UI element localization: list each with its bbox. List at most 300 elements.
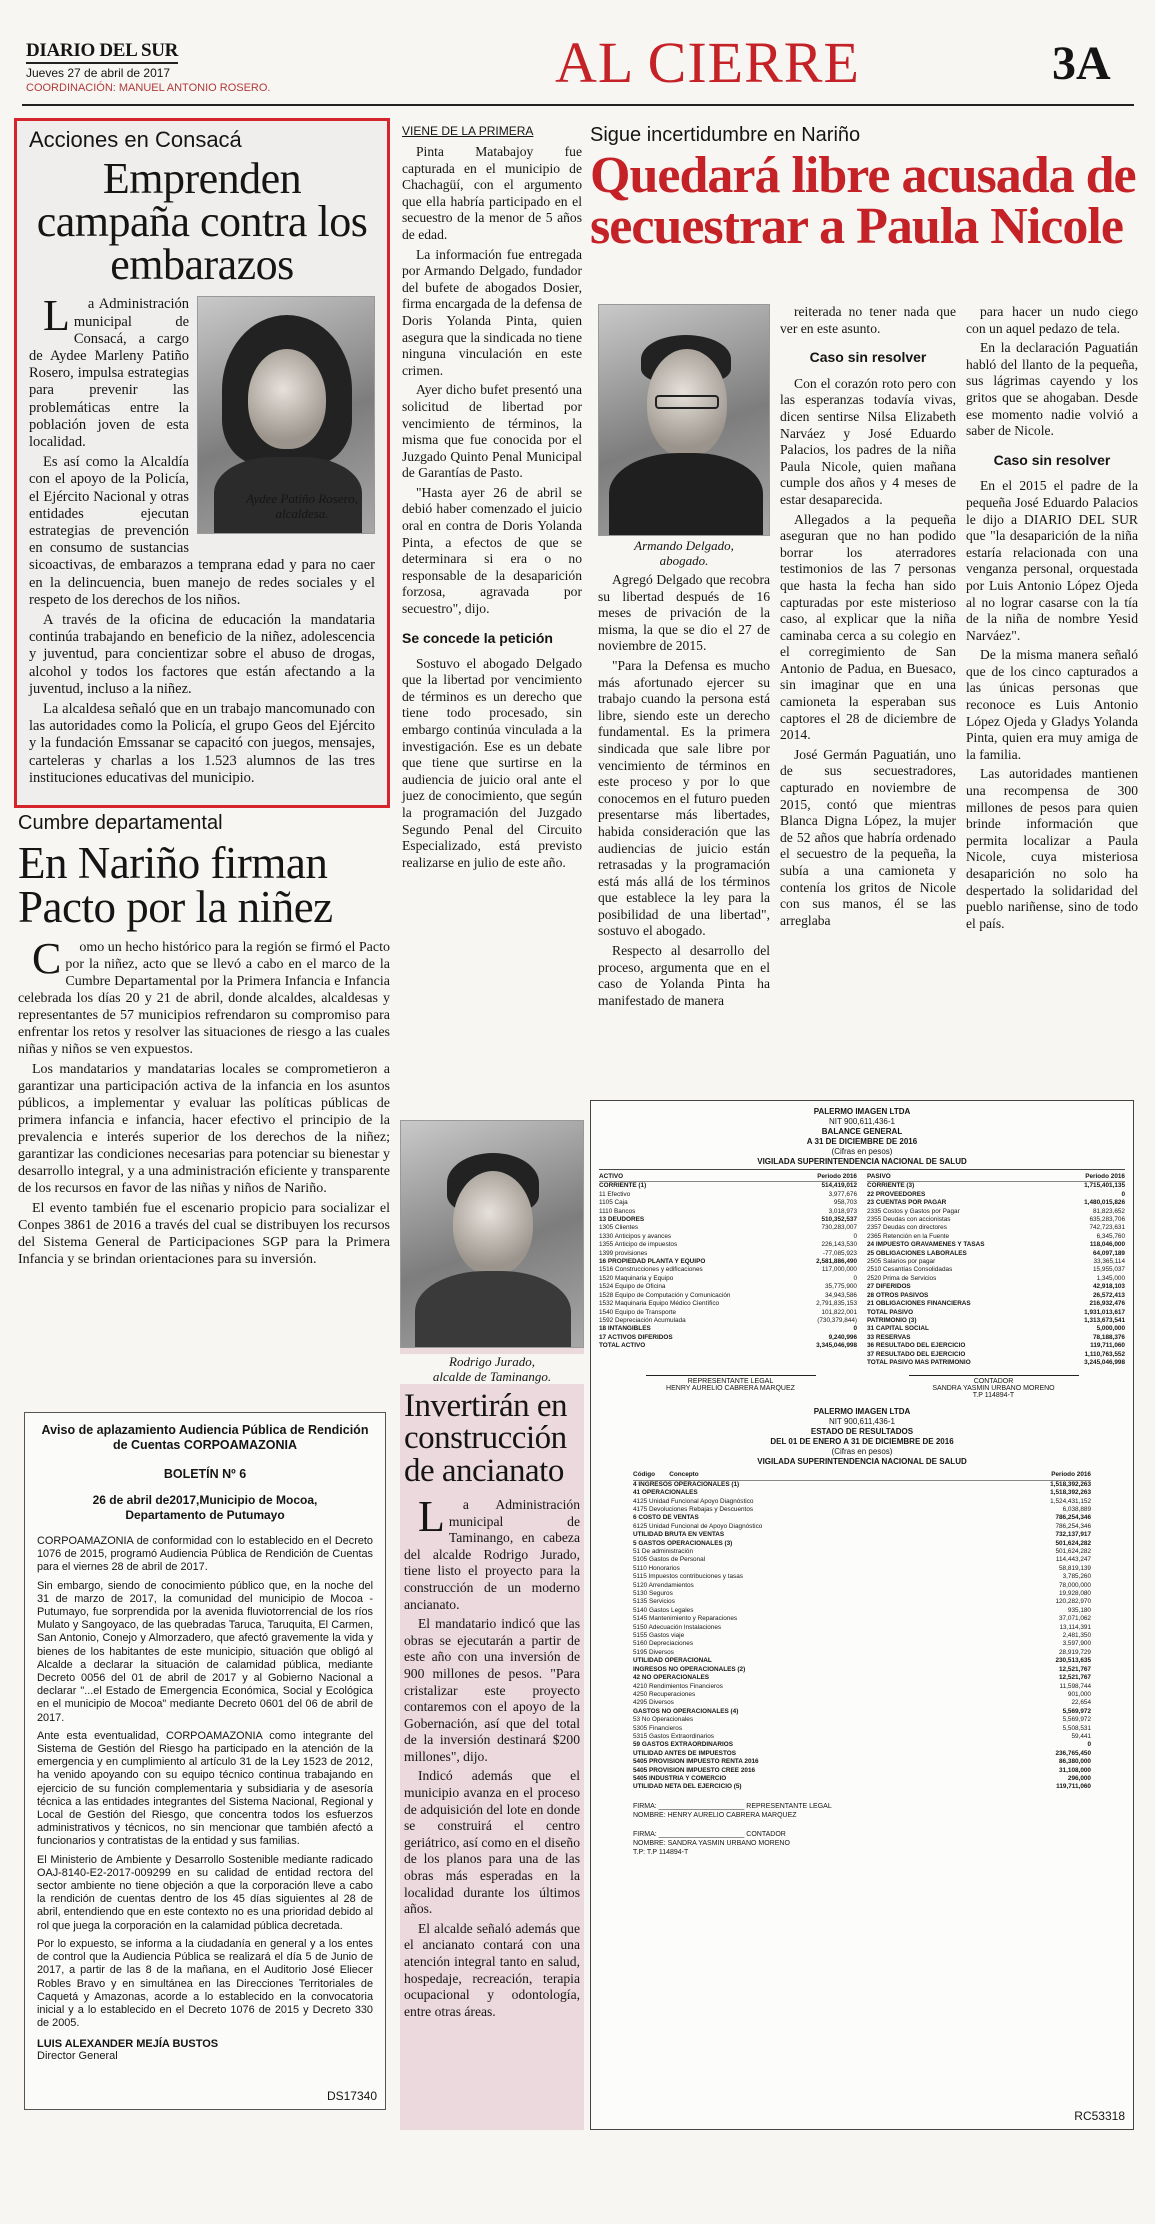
table-row [633,1624,1091,1632]
row-label: 51 De administración [633,1548,694,1555]
row-value: 117,000,000 [821,1266,857,1274]
row-value: 935,180 [1067,1606,1091,1614]
results-col-period: Periodo 2016 [1051,1471,1091,1479]
table-row [599,1208,857,1216]
table-row [867,1283,1125,1291]
row-label: 5105 Gastos de Personal [633,1556,706,1564]
row-label: TOTAL ACTIVO [599,1342,646,1350]
row-value: 1,524,431,152 [1050,1497,1091,1505]
aviso-signer: LUIS ALEXANDER MEJÍA BUSTOS [37,2038,219,2051]
row-label: 4295 Diversos [633,1699,674,1707]
firma-label: FIRMA: [633,1802,657,1810]
row-value: 118,046,000 [1089,1241,1125,1249]
fin-date: A 31 DE DICIEMBRE DE 2016 [806,1137,918,1146]
edition-date: Jueves 27 de abril de 2017 [26,66,171,80]
row-value: 0 [1121,1190,1125,1198]
paula-subhead-2: Caso sin resolver [993,451,1111,468]
row-value: 42,918,103 [1093,1283,1125,1291]
fin-company-2: PALERMO IMAGEN LTDA [813,1407,911,1417]
row-value: -77,085,923 [822,1249,857,1257]
paragraph: Con el corazón roto pero con las esperanzas todavía vivas, dicen sentirse Nilsa Elizabeth Narváez y José Eduardo Palacios, los padres de la niña Paula Nicole, quien mañana cumple dos años y 4 meses de estar desaparecida. [780,375,956,507]
results-title: ESTADO DE RESULTADOS [810,1427,914,1437]
row-value: 58,819,139 [1059,1564,1091,1572]
coordination: COORDINACIÓN: MANUEL ANTONIO ROSERO. [26,82,271,94]
balance-code: RC53318 [1074,2109,1125,2123]
paragraph: De la misma manera señaló que de los cinco capturados a las únicas personas que reconoce es Luis Antonio López Ojeda y Gladys Yolanda Pinta, quien era muy amiga de la familia. [966,647,1138,762]
row-label: 5305 Financieros [633,1724,683,1732]
table-row [633,1489,1091,1497]
table-row [867,1266,1125,1274]
table-row [867,1275,1125,1283]
table-row [599,1224,857,1232]
table-row [867,1199,1125,1207]
table-row [867,1300,1125,1308]
row-value: 5,000,000 [1096,1325,1125,1333]
table-row [633,1640,1091,1648]
paula-under-photo [598,572,770,1012]
row-value: 6,038,889 [1062,1505,1091,1513]
paragraph: La Administración municipal de Consacá, a cargo de Aydee Marleny Patiño Rosero, impulsa estrategias para prevenir las problemáticas entre la población joven de esta localidad. [29,291,189,450]
caption-name: Rodrigo Jurado, [449,1354,535,1369]
row-value: 958,703 [833,1199,857,1207]
row-value: 64,097,189 [1093,1249,1125,1257]
paula-subhead-1: Caso sin resolver [809,349,927,366]
row-label: 5150 Adecuación Instalaciones [633,1623,722,1631]
row-label: CORRIENTE (3) [867,1182,915,1190]
row-value: 119,711,060 [1056,1783,1091,1791]
table-row [599,1241,857,1249]
row-label: 5110 Honorarios [633,1564,680,1572]
row-value: 120,282,970 [1055,1598,1091,1606]
row-label: 31 CAPITAL SOCIAL [867,1325,929,1333]
row-value: 86,380,000 [1059,1758,1091,1766]
row-label: 1516 Construcciones y edificaciones [599,1266,703,1274]
paragraph: El alcalde señaló además que el ancianato contará con una atención integral tanto en salud, hospedaje, recreación, terapia ocupacional y odontología, entre otras áreas. [404,1920,580,2019]
table-row [633,1699,1091,1707]
accountant-tp: T.P 114894-T [972,1392,1015,1400]
row-label: 1305 Clientes [599,1224,639,1232]
row-label: 1532 Maquinaria Equipo Médico Científico [599,1300,720,1308]
table-row [633,1506,1091,1514]
row-label: 18 INTANGIBLES [599,1325,651,1333]
row-value: 22,654 [1071,1699,1091,1707]
paragraph: La alcaldesa señaló que en un trabajo mancomunado con las autoridades como la Policía, el grupo Geos del Ejército y la fundación Emssanar se capacitó con juegos, mensajes, carteleras y charlas a los 1.523 alumnos de las tres instituciones educativas del municipio. [29,701,375,786]
table-row [633,1674,1091,1682]
row-value: 216,932,476 [1089,1300,1125,1308]
viene-column [402,124,582,874]
table-row [599,1233,857,1241]
row-value: 510,352,537 [821,1216,857,1224]
firma-label: FIRMA: [633,1830,657,1838]
paula-article-head [590,124,1138,253]
paragraph: Sostuvo el abogado Delgado que la libertad por vencimiento de términos es un derecho que tiene todo procesado, sin embargo continúa vinculada a la investigación. Ese es un debate que tiene que surtirse en la audiencia de juicio oral ante el juez de conocimiento, que según la programación del Juzgado Segundo Penal del Circuito Especializado, está previsto realizarse en julio de este año. [402,655,582,870]
row-label: 5405 PROVISION IMPUESTO RENTA 2016 [633,1758,759,1766]
paula-headline: Quedará libre acusada de secuestrar a Paula Nicole [590,147,1136,255]
table-row [633,1598,1091,1606]
financial-statements [590,1100,1134,2130]
accountant-label: CONTADOR [973,1378,1014,1386]
row-value: 13,114,391 [1059,1623,1091,1631]
paragraph: La información fue entregada por Armando Delgado, fundador del bufete de abogados Dosier, firma encargada de la defensa de Doris Yolanda Pinta, quien asegura que la sindicada no tiene ninguna vinculación en este crimen. [402,246,582,378]
paragraph: El evento también fue el escenario propicio para socializar el Conpes 3861 de 2016 a través del cual se distribuyen los recursos del Sistema General de Participaciones SGP para la Primera Infancia y se brindan orientaciones para su inversión. [18,1201,390,1268]
table-row [867,1317,1125,1325]
paragraph: CORPOAMAZONIA de conformidad con lo establecido en el Decreto 1076 de 2015, programó Audiencia Pública de Rendición de Cuentas para el viernes 28 de abril de 2017. [37,1535,373,1574]
pacto-headline: En Nariño firman Pacto por la niñez [18,838,333,933]
row-label: UTILIDAD ANTES DE IMPUESTOS [633,1749,736,1757]
delgado-photo [598,304,770,536]
paragraph: El mandatario indicó que las obras se ejecutarán a partir de este año con una inversión de 900 millones de pesos. "Para cristalizar este proyecto contaremos con el apoyo de la Gobernación, así que del total de la inversión destinará $200 millones", dijo. [404,1616,580,1764]
row-value: 786,254,346 [1055,1514,1091,1522]
table-row [633,1498,1091,1506]
table-row [867,1334,1125,1342]
row-value: 19,928,080 [1059,1590,1091,1598]
row-label: 5405 INDUSTRIA Y COMERCIO [633,1774,727,1782]
taminango-article [400,1120,584,2130]
paula-col1 [780,304,956,932]
assets-header: ACTIVO [599,1173,624,1180]
table-row [599,1309,857,1317]
row-value: 3,597,900 [1062,1640,1091,1648]
caption-name: Armando Delgado, [634,538,734,553]
row-value: 1,110,763,552 [1084,1350,1125,1358]
paper-name: DIARIO DEL SUR [26,40,178,64]
paragraph: En la declaración Paguatián habló del llanto de la pequeña, sus lágrimas cayendo y los gritos que se ahogaban. Desde ese momento nadie volvió a saber de Nicole. [966,340,1138,439]
paragraph: Sin embargo, siendo de conocimiento público que, en la noche del 31 de marzo de 2017, la comunidad del municipio de Mocoa - Putumayo, fue sorprendida por la avenida fluviotorrencial de los ríos Mulato y Sangoyaco, de las quebradas Taruca, Taruquita, El Carmen, San Antonio, Conejo y Almorzadero, que afectó gravemente la vida y bienes de los habitantes de este municipio, situación que obligó al Alcalde a declarar la situación de calamidad pública, mediante Decreto 0056 del 01 de abril de 2017 y al Gobierno Nacional a declarar "...el Estado de Emergencia Económica, Social y Ecológica en el municipio de Mocoa" mediante Decreto 0601 del 06 de abril de 2017. [37,1579,373,1724]
row-value: 78,000,000 [1059,1581,1091,1589]
table-row [633,1481,1091,1489]
table-row [633,1582,1091,1590]
rep-label: REPRESENTANTE LEGAL [687,1378,774,1386]
rep-name: HENRY AURELIO CABRERA MARQUEZ [667,1811,797,1819]
row-label: 36 RESULTADO DEL EJERCICIO [867,1342,966,1350]
table-row [633,1767,1091,1775]
row-label: 5195 Diversos [633,1648,674,1656]
caption-name: Aydee Patiño Rosero, [246,491,358,506]
table-row [633,1741,1091,1749]
table-row [867,1182,1125,1190]
row-value: 59,441 [1071,1732,1091,1740]
table-row [599,1250,857,1258]
row-label: UTILIDAD NETA DEL EJERCICIO (5) [633,1783,742,1791]
table-row [633,1607,1091,1615]
table-row [599,1199,857,1207]
table-row [633,1683,1091,1691]
table-row [867,1241,1125,1249]
taminango-photo [400,1120,584,1348]
row-value: 37,071,062 [1059,1615,1091,1623]
row-label: 5120 Arrendamientos [633,1581,694,1589]
row-label: TOTAL PASIVO MAS PATRIMONIO [867,1358,971,1366]
row-value: 5,569,972 [1062,1707,1091,1715]
paragraph: reiterada no tener nada que ver en este asunto. [780,304,956,336]
row-label: INGRESOS NO OPERACIONALES (2) [633,1665,746,1673]
row-label: 5140 Gastos Legales [633,1606,694,1614]
row-value: (730,379,844) [817,1316,857,1324]
paragraph: A través de la oficina de educación la mandataria continúa trabajando en beneficio de la niñez, adolescencia y juventud, para concientizar sobre el abuso de drogas, alcohol y todos los factores que están afectando a la juventud, incluso a la niñez. [29,611,375,697]
row-value: 1,931,013,617 [1084,1308,1125,1316]
section-title: AL CIERRE [555,30,860,95]
row-value: 1,480,015,826 [1084,1199,1125,1207]
row-label: 17 ACTIVOS DIFERIDOS [599,1333,673,1341]
paragraph: Como un hecho histórico para la región se firmó el Pacto por la niñez, acto que se llevó a cabo en el marco de la Cumbre Departamental por la Primera Infancia e Infancia celebrada los días 20 y 21 de abril, donde alcaldes, alcaldesas y representantes de 57 municipios refrendaron su compromiso para enfrentar los retos y resolver las situaciones de riesgo a las cuales niñas y niños se ven expuestos. [18,934,390,1058]
results-col-concept: Concepto [669,1471,699,1479]
row-value: 2,791,835,153 [816,1300,857,1308]
paragraph: Ayer dicho bufet presentó una solicitud de libertad por vencimiento de términos, la misma que fue conocida por el Juzgado Quinto Penal Municipal de Garantías de Pasto. [402,382,582,481]
row-label: TOTAL PASIVO [867,1308,914,1316]
row-label: 4125 Unidad Funcional Apoyo Diagnóstico [633,1497,754,1505]
aviso-bulletin: BOLETÍN Nº 6 [163,1467,247,1481]
table-row [867,1216,1125,1224]
table-row [633,1565,1091,1573]
row-value: 2,581,886,490 [816,1258,857,1266]
results-signatures: FIRMA: ______________________ REPRESENTANTE LEGAL NOMBRE: HENRY AURELIO CABRERA MARQUEZ FIRMA: ______________________ CONTADOR NOMBRE: SANDRA YASMIN URBANO MORENO T.P: T.P 114894-T [633,1802,832,1856]
row-label: 2520 Prima de Servicios [867,1274,937,1282]
table-row [633,1733,1091,1741]
table-row [599,1292,857,1300]
row-value: 901,000 [1067,1690,1091,1698]
table-row [599,1325,857,1333]
period-header: Periodo 2016 [817,1173,857,1180]
accountant-tp: T.P 114894-T [646,1848,689,1856]
taminango-headline: Invertirán en construcción de ancianato [404,1388,567,1489]
row-label: 2335 Costos y Gastos por Pagar [867,1207,960,1215]
table-row [867,1208,1125,1216]
table-row [633,1615,1091,1623]
row-value: 0 [853,1232,857,1240]
row-value: 501,624,282 [1055,1539,1091,1547]
table-row [633,1725,1091,1733]
liabilities-column [867,1173,1125,1367]
table-row [633,1783,1091,1791]
row-value: 742,723,631 [1089,1224,1125,1232]
row-label: 5115 Impuestos contribuciones y tasas [633,1573,744,1581]
table-row [633,1716,1091,1724]
paula-kicker: Sigue incertidumbre en Nariño [590,124,861,146]
row-value: 12,521,767 [1059,1674,1091,1682]
row-label: 42 NO OPERACIONALES [633,1674,709,1682]
row-label: 1330 Anticipos y avances [599,1232,672,1240]
row-label: 1520 Maquinaria y Equipo [599,1274,674,1282]
pacto-article [18,812,390,1271]
row-label: 1592 Depreciación Acumulada [599,1316,686,1324]
row-label: 4175 Devoluciones Rebajas y Descuentos [633,1505,754,1513]
row-label: 1355 Anticipo de impuestos [599,1241,678,1249]
table-row [633,1590,1091,1598]
accountant-name: SANDRA YASMIN URBANO MORENO [667,1839,790,1847]
row-value: 1,345,000 [1096,1274,1125,1282]
row-label: 6 COSTO DE VENTAS [633,1514,699,1522]
table-row [599,1216,857,1224]
viene-label: VIENE DE LA PRIMERA [402,124,534,138]
paragraph: "Hasta ayer 26 de abril se debió haber comenzado el juicio oral en contra de Doris Yolanda Pinta, a efectos de que se determinara si era o no responsable de la desaparición forzosa, agravada por secuestro", dijo. [402,484,582,617]
viene-body [402,144,582,618]
row-label: 5155 Gastos viaje [633,1632,685,1640]
row-value: 732,137,917 [1055,1531,1091,1539]
row-label: 4250 Recuperaciones [633,1690,696,1698]
portrait-face [453,1171,533,1275]
row-label: PATRIMONIO (3) [867,1316,917,1324]
row-value: 3,785,260 [1062,1573,1091,1581]
row-value: 28,919,729 [1059,1648,1091,1656]
row-label: 1110 Bancos [599,1207,636,1215]
fin-watchdog: VIGILADA SUPERINTENDENCIA NACIONAL DE SALUD [599,1157,1125,1170]
consaca-kicker: Acciones en Consacá [29,127,242,152]
rep-name: HENRY AURELIO CABRERA MARQUEZ [666,1385,795,1393]
row-label: 33 RESERVAS [867,1333,911,1341]
table-row [599,1266,857,1274]
row-label: 5130 Seguros [633,1590,673,1598]
nombre-label: NOMBRE: [633,1811,666,1819]
table-row [633,1708,1091,1716]
row-label: 5160 Depreciaciones [633,1640,694,1648]
paragraph: Agregó Delgado que recobra su libertad después de 16 meses de privación de la misma, la que se dio el 27 de noviembre de 2015. [598,572,770,654]
row-label: 2365 Retención en la Fuente [867,1232,950,1240]
accountant-label: CONTADOR [746,1830,786,1838]
row-value: 1,518,392,263 [1050,1489,1091,1497]
caption-role: alcalde de Taminango. [432,1369,552,1384]
paragraph: "Para la Defensa es mucho más afortunado ejercer su trabajo cuando la persona está libre, siendo este un derecho fundamental. Es la primera sindicada que sale libre por vencimiento de términos en este proceso y por lo que conocemos en el futuro pueden presentarse más libertades, habida consideración que las audiencias de juicio están retrasadas y la programación está más allá de los términos que establece la ley para la posibilidad de una libertad", sostuvo el abogado. [598,657,770,939]
fin-units: (Cifras en pesos) [831,1147,893,1156]
table-row [633,1750,1091,1758]
paragraph: Ante esta eventualidad, CORPOAMAZONIA como integrante del Sistema de Gestión del Riesgo ha participado en la atención de la emergencia y en cumplimiento al artículo 31 de la Ley 1523 de 2012, ha venido apoyando con su equipo técnico continua trabajando en ejercicio de su función complementaria y subsidiaria y de asesoría técnica a las entidades integrantes del Sistema Nacional, Regional y Local de Gestión del Riesgo, que concentra todos los esfuerzos administrativos y técnicos, no sin mencionar que también afectó a funcionarios y contratistas de la entidad y sus familias. [37,1729,373,1848]
fin-nit: NIT 900,611,436-1 [829,1117,895,1126]
paula-col2 [966,304,1138,935]
row-value: 119,711,060 [1090,1342,1125,1350]
row-label: UTILIDAD BRUTA EN VENTAS [633,1531,725,1539]
table-row [633,1758,1091,1766]
row-value: 730,283,007 [821,1224,857,1232]
row-value: 31,108,000 [1059,1766,1091,1774]
row-label: 11 Efectivo [599,1190,631,1198]
row-value: 514,419,012 [821,1182,857,1190]
row-label: 59 GASTOS EXTRAORDINARIOS [633,1741,734,1749]
table-row [867,1351,1125,1359]
row-value: 635,283,706 [1089,1216,1125,1224]
aviso-box [24,1412,386,2110]
fin-company: PALERMO IMAGEN LTDA [813,1107,911,1116]
results-list [633,1481,1091,1792]
row-label: 6125 Unidad Funcional de Apoyo Diagnóstico [633,1522,763,1530]
caption-role: abogado. [659,553,709,568]
balance-table [599,1173,1125,1367]
table-row [867,1325,1125,1333]
row-label: 1540 Equipo de Transporte [599,1308,677,1316]
row-value: 1,715,401,135 [1084,1182,1125,1190]
page-number: 3A [1052,37,1111,90]
row-value: 230,513,635 [1055,1657,1091,1665]
fin-nit-2: NIT 900,611,436-1 [829,1417,895,1427]
row-value: 1,313,673,541 [1084,1316,1125,1324]
table-row [633,1775,1091,1783]
aviso-title: Aviso de aplazamiento Audiencia Pública de Rendición de Cuentas CORPOAMAZONIA [41,1423,369,1452]
paragraph: Indicó además que el municipio avanza en el proceso de adquisición del lote en donde se construirá el centro geriátrico, así como en el diseño de los planos para una de las obras más esperadas en la localidad durante los últimos años. [404,1768,580,1917]
assets-column [599,1173,857,1367]
row-value: 0 [1087,1741,1091,1749]
paragraph: para hacer un nudo ciego con un aquel pedazo de tela. [966,304,1138,336]
table-row [867,1342,1125,1350]
row-label: 41 OPERACIONALES [633,1489,698,1497]
row-value: 786,254,346 [1055,1522,1091,1530]
table-row [867,1309,1125,1317]
accountant-name: SANDRA YASMIN URBANO MORENO [932,1385,1055,1393]
nombre-label: NOMBRE: [633,1839,666,1847]
table-row [599,1275,857,1283]
row-label: 53 No Operacionales [633,1716,694,1724]
portrait-face [248,349,326,449]
row-label: 5 GASTOS OPERACIONALES (3) [633,1539,733,1547]
taminango-body [400,1491,584,2020]
table-row [867,1224,1125,1232]
row-value: 236,765,450 [1055,1749,1091,1757]
row-label: 2355 Deudas con accionistas [867,1216,951,1224]
table-row [633,1523,1091,1531]
table-row [599,1342,857,1350]
aviso-body [37,1535,373,2030]
balance-signatures [599,1375,1125,1399]
paragraph: Las autoridades mantienen una recompensa de 300 millones de pesos para quien brinde información que permita localizar a Paula Nicole, cuya misteriosa desaparición no solo ha despertado la solidaridad del pueblo nariñense, sino de todo el país. [966,766,1138,931]
table-row [867,1292,1125,1300]
paragraph: En el 2015 el padre de la pequeña José Eduardo Palacios le dijo a DIARIO DEL SUR que "la desaparición de la niña estaría relacionada con una venganza personal, orquestada por Luis Antonio López Ojeda al no lograr casarse con la tía de la niña de nombre Yesid Narváez". [966,478,1138,643]
table-row [599,1300,857,1308]
row-value: 0 [853,1274,857,1282]
table-row [633,1657,1091,1665]
row-label: 5145 Mantenimiento y Reparaciones [633,1615,738,1623]
row-value: 11,598,744 [1059,1682,1091,1690]
row-value: 0 [853,1325,857,1333]
row-label: 4210 Rendimientos Financieros [633,1682,723,1690]
rep-label: REPRESENTANTE LEGAL [746,1802,832,1810]
row-label: 1528 Equipo de Computación y Comunicación [599,1291,731,1299]
row-value: 5,508,531 [1062,1724,1091,1732]
table-row [599,1317,857,1325]
aviso-place-date: 26 de abril de2017,Municipio de Mocoa, Departamento de Putumayo [92,1493,318,1522]
table-row [633,1540,1091,1548]
viene-subhead: Se concede la petición [402,629,553,646]
row-value: 81,823,652 [1093,1207,1125,1215]
table-row [867,1191,1125,1199]
paragraph: Por lo expuesto, se informa a la ciudadanía en general y a los entes de control que la Audiencia Pública se realizará el día 5 de Junio de 2017, a partir de las 8 de la mañana, en el Auditorio José Eliecer Robles Bravo y en simultánea en las Direcciones Territoriales de Caquetá y Amazonas, acorde a lo establecido en la convocatoria inicial y a lo establecido en el Decreto 1076 de 2015 y Decreto 330 de 2005. [37,1937,373,2030]
table-row [633,1691,1091,1699]
row-label: 1105 Caja [599,1199,628,1207]
table-row [599,1334,857,1342]
caption-role: alcaldesa. [275,506,329,521]
table-row [599,1191,857,1199]
row-label: 5315 Gastos Extraordinarios [633,1732,714,1740]
paragraph: El Ministerio de Ambiente y Desarrollo Sostenible mediante radicado OAJ-8140-E2-2017-009299 en su calidad de entidad rectora del sector ambiente no tiene objeción a que la corporación lleve a cabo la rendición de cuentas dentro de los 45 días siguientes al 28 de abril, entendiendo que en este contexto no es una prioridad debido al rol que juega la corporación en la calamidad pública decretada. [37,1853,373,1932]
row-label: 13 DEUDORES [599,1216,645,1224]
table-row [633,1649,1091,1657]
row-label: UTILIDAD OPERACIONAL [633,1657,712,1665]
paragraph: Pinta Matabajoy fue capturada en el municipio de Chachagüí, con el argumento que ella habría participado en el secuestro de la menor de 5 años de edad. [402,144,582,242]
table-row [599,1182,857,1190]
consaca-article [14,118,390,808]
row-label: 2505 Salarios por pagar [867,1258,936,1266]
row-value: 501,624,282 [1055,1548,1091,1555]
row-value: 9,240,996 [828,1333,857,1341]
table-row [633,1514,1091,1522]
masthead-rule [22,104,1134,106]
row-label: 2510 Cesantías Consolidadas [867,1266,953,1274]
row-value: 3,018,973 [828,1207,857,1215]
row-label: 2357 Deudas con directores [867,1224,947,1232]
row-value: 33,365,114 [1093,1258,1125,1266]
row-value: 114,443,247 [1055,1556,1091,1564]
row-value: 5,569,972 [1062,1716,1091,1724]
row-value: 26,572,413 [1093,1291,1125,1299]
pacto-body [18,934,390,1268]
table-row [633,1531,1091,1539]
table-row [599,1283,857,1291]
